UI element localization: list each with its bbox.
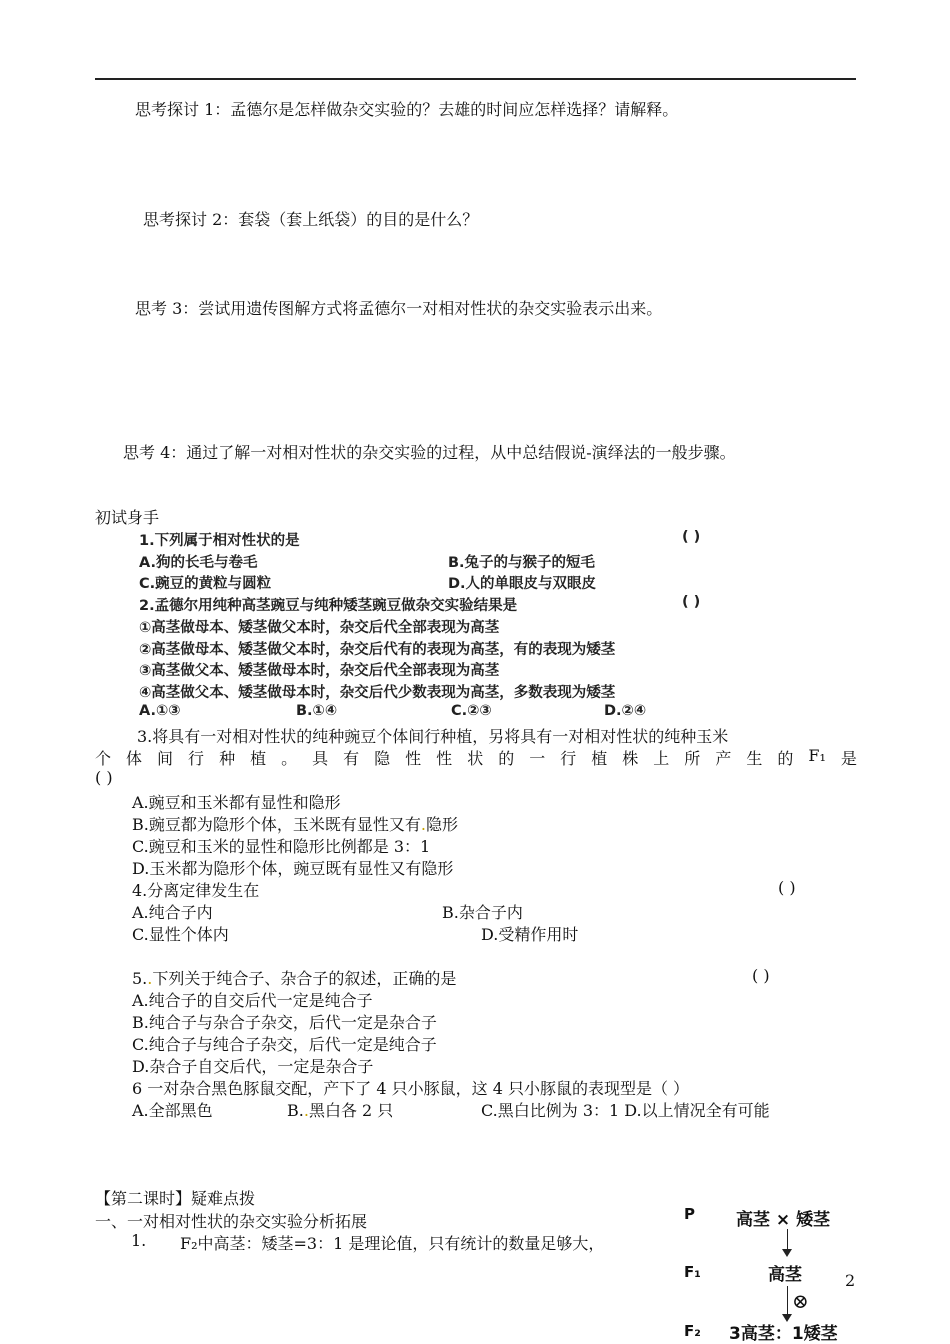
q4-stem: 4.分离定律发生在 (132, 881, 260, 900)
q2-answer-paren: ( ) (682, 594, 701, 610)
q3-answer-paren: ( ) (95, 768, 113, 787)
q2-option-a: A.①③ (139, 703, 181, 719)
q6-option-cd: C.黑白比例为 3：1 D.以上情况全有可能 (481, 1101, 770, 1120)
thinking-question-2: 思考探讨 2：套袋（套上纸袋）的目的是什么？ (143, 210, 479, 229)
q3-char: 生 (746, 749, 763, 768)
q3-stem-line1: 3.将具有一对相对性状的纯种豌豆个体间行种植，另将具有一对相对性状的纯种玉米 (137, 727, 729, 746)
q5-answer-paren: ( ) (752, 966, 770, 985)
diagram-f2-label: F₂ (684, 1322, 701, 1340)
diagram-f2-value: 3高茎：1矮茎 (729, 1324, 838, 1344)
q3-char: 有 (343, 749, 360, 768)
q3-char: 性 (436, 749, 453, 768)
q2-option-b: B.①④ (296, 703, 338, 719)
q1-option-d: D.人的单眼皮与双眼皮 (448, 576, 597, 592)
q1-option-c: C.豌豆的黄粒与圆粒 (139, 576, 272, 592)
selfing-symbol-icon: ⊗ (792, 1289, 809, 1313)
q5-option-a: A.纯合子的自交后代一定是纯合子 (132, 991, 373, 1010)
q3-char: 的 (777, 749, 794, 768)
practice-heading: 初试身手 (95, 508, 160, 527)
diagram-arrow-f1-f2 (787, 1286, 788, 1316)
lesson2-item1-number: 1. (131, 1231, 147, 1250)
q3-char: 性 (405, 749, 422, 768)
q2-statement-1: ①高茎做母本、矮茎做父本时，杂交后代全部表现为高茎 (139, 620, 500, 636)
lesson2-section-heading: 一、一对相对性状的杂交实验分析拓展 (95, 1212, 368, 1231)
header-rule (95, 78, 856, 80)
q5-stem: 5..下列关于纯合子、杂合子的叙述，正确的是 (132, 969, 457, 988)
q2-statement-2: ②高茎做母本、矮茎做父本时，杂交后代有的表现为高茎，有的表现为矮茎 (139, 642, 616, 658)
q3-char: 株 (622, 749, 639, 768)
q4-option-d: D.受精作用时 (481, 925, 579, 944)
q3-char: 上 (653, 749, 670, 768)
q2-option-d: D.②④ (604, 703, 647, 719)
q4-option-a: A.纯合子内 (132, 903, 213, 922)
q3-char: 植 (250, 749, 267, 768)
lesson2-title: 【第二课时】疑难点拨 (95, 1189, 256, 1208)
q3-char: 隐 (374, 749, 391, 768)
q3-char: 间 (157, 749, 174, 768)
q4-answer-paren: ( ) (778, 878, 796, 897)
q1-option-a: A.狗的长毛与卷毛 (139, 555, 258, 571)
lesson2-item1-text: F₂中高茎：矮茎=3：1 是理论值，只有统计的数量足够大， (180, 1234, 605, 1253)
q3-option-c: C.豌豆和玉米的显性和隐形比例都是 3：1 (132, 837, 431, 856)
q3-char: 。 (281, 749, 298, 768)
q3-char: 种 (219, 749, 236, 768)
q3-char: 个 (95, 749, 112, 768)
q2-statement-4: ④高茎做父本、矮茎做母本时，杂交后代少数表现为高茎，多数表现为矮茎 (139, 685, 616, 701)
q3-char: 是 (840, 749, 857, 768)
diagram-p-label: P (684, 1205, 695, 1223)
diagram-f1-value: 高茎 (768, 1265, 802, 1285)
q3-option-d: D.玉米都为隐形个体，豌豆既有显性又有隐形 (132, 859, 454, 878)
q3-char: 所 (684, 749, 701, 768)
q5-option-d: D.杂合子自交后代，一定是杂合子 (132, 1057, 374, 1076)
q3-char: 行 (560, 749, 577, 768)
q5-option-c: C.纯合子与纯合子杂交，后代一定是纯合子 (132, 1035, 437, 1054)
q3-char: 状 (467, 749, 484, 768)
thinking-question-3: 思考 3：尝试用遗传图解方式将孟德尔一对相对性状的杂交实验表示出来。 (135, 299, 663, 318)
q3-char: 植 (591, 749, 608, 768)
q1-stem: 1.下列属于相对性状的是 (139, 533, 300, 549)
q2-stem: 2.孟德尔用纯种高茎豌豆与纯种矮茎豌豆做杂交实验结果是 (139, 598, 518, 614)
q3-option-a: A.豌豆和玉米都有显性和隐形 (132, 793, 341, 812)
q4-option-c: C.显性个体内 (132, 925, 229, 944)
diagram-arrowhead-p-f1 (782, 1249, 792, 1257)
q1-option-b: B.兔子的与猴子的短毛 (448, 555, 596, 571)
q3-option-b: B.豌豆都为隐形个体，玉米既有显性又有.隐形 (132, 815, 458, 834)
q3-char: 一 (529, 749, 546, 768)
q3-char: 体 (126, 749, 143, 768)
q3-char: 产 (715, 749, 732, 768)
q6-stem: 6 一对杂合黑色豚鼠交配，产下了 4 只小豚鼠，这 4 只小豚鼠的表现型是（ ） (132, 1079, 690, 1098)
diagram-arrow-p-f1 (787, 1229, 788, 1251)
q3-char: 的 (498, 749, 515, 768)
q6-option-b: B..黑白各 2 只 (287, 1101, 394, 1120)
q4-option-b: B.杂合子内 (442, 903, 523, 922)
diagram-f1-label: F₁ (684, 1263, 701, 1281)
q3-char: 具 (312, 749, 329, 768)
q2-statement-3: ③高茎做父本、矮茎做母本时，杂交后代全部表现为高茎 (139, 663, 500, 679)
q5-option-b: B.纯合子与杂合子杂交，后代一定是杂合子 (132, 1013, 437, 1032)
thinking-question-1: 思考探讨 1：孟德尔是怎样做杂交实验的？去雄的时间应怎样选择？请解释。 (135, 100, 679, 119)
page-number: 2 (845, 1271, 856, 1290)
diagram-parent-cross: 高茎 × 矮茎 (736, 1210, 831, 1230)
q3-stem-line2 (95, 746, 857, 769)
thinking-question-4: 思考 4：通过了解一对相对性状的杂交实验的过程，从中总结假说-演绎法的一般步骤。 (123, 443, 736, 462)
q6-option-a: A.全部黑色 (132, 1101, 213, 1120)
q3-char: F₁ (808, 746, 826, 765)
q1-answer-paren: ( ) (682, 529, 701, 545)
q3-char: 行 (188, 749, 205, 768)
q2-option-c: C.②③ (451, 703, 492, 719)
